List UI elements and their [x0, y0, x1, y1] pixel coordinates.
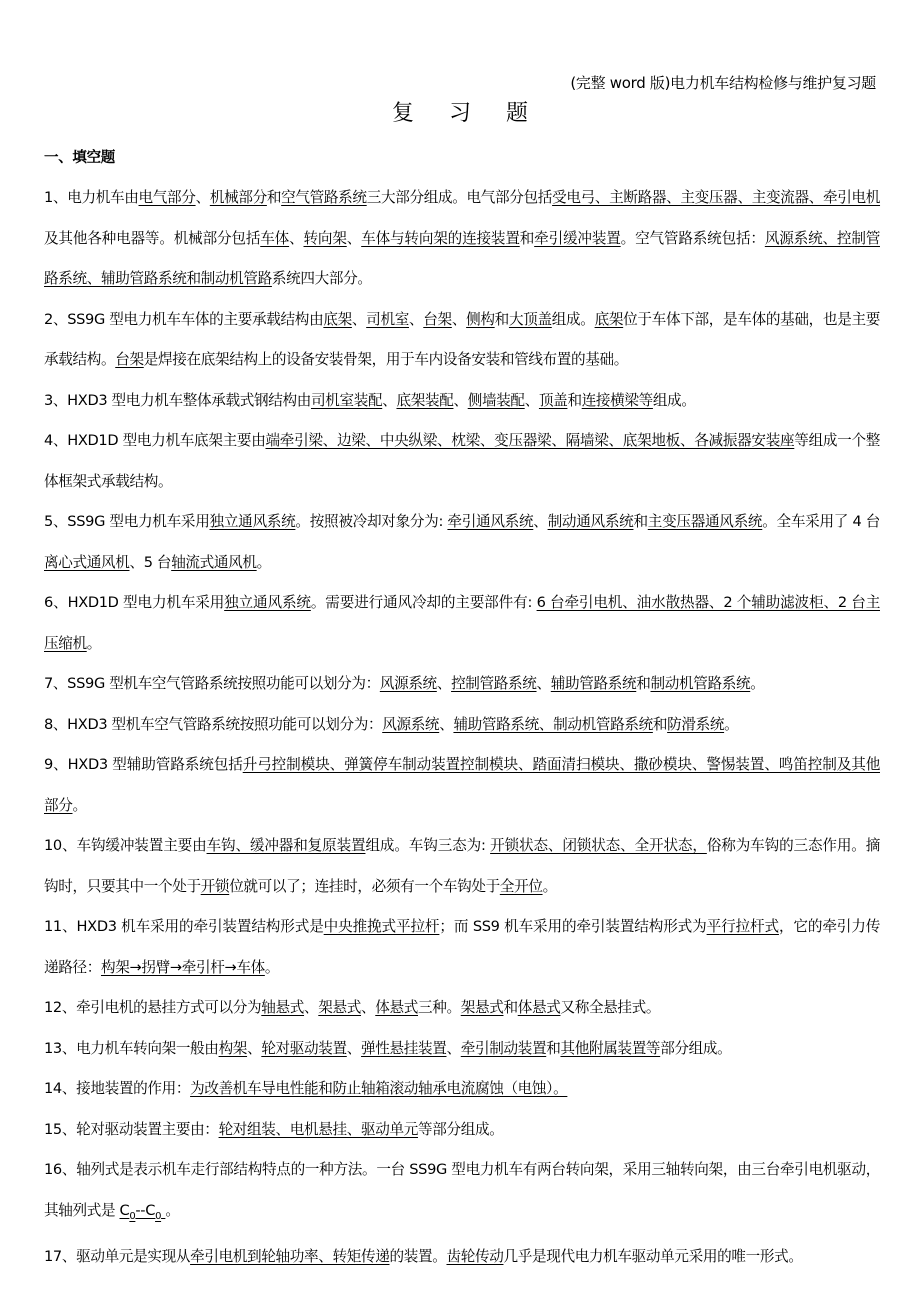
question-item [44, 381, 880, 422]
question-item [44, 1069, 880, 1110]
answer-text: 为改善机车导电性能和防止轴箱滚动轴承电流腐蚀（电蚀）。 [190, 1080, 568, 1097]
answer-text: 牵引缓冲装置 [534, 229, 621, 247]
question-text: 和 [519, 229, 535, 247]
question-text: 、 [346, 1039, 362, 1057]
question-text: 、 [247, 1039, 262, 1057]
answer-text: 平行拉杆式 [706, 918, 779, 935]
answer-text: 台架 [423, 310, 452, 328]
question-text: 6、HXD1D 型电力机车采用 [44, 594, 225, 611]
question-text: 、 [533, 513, 548, 530]
question-item [44, 421, 880, 502]
question-text: 。 [264, 958, 280, 976]
question-text: 又称全悬挂式。 [560, 999, 661, 1016]
answer-text: 底架装配 [396, 391, 454, 409]
question-text: 。 [724, 715, 739, 733]
question-text: 、5 台 [129, 553, 172, 571]
question-item [44, 745, 880, 826]
question-item [44, 1110, 880, 1151]
question-text: 、 [446, 1039, 461, 1057]
answer-text: 齿轮传动 [446, 1247, 504, 1265]
answer-text: 制动通风系统 [547, 513, 634, 530]
question-text: 13、电力机车转向架一般由 [44, 1039, 219, 1057]
question-text: 、 [451, 310, 467, 328]
answer-text: 机械部分 [209, 189, 267, 206]
question-text: 、 [361, 999, 376, 1016]
question-text: 15、轮对驱动装置主要由： [44, 1120, 219, 1138]
question-text: 等组成一个整体框架式承载结构。 [44, 432, 880, 490]
answer-text: 轮对组装、电机悬挂、驱动单元 [218, 1120, 418, 1138]
question-item [44, 1237, 880, 1278]
question-text: 。 [72, 796, 87, 814]
question-text: ，它的牵引力传递路径： [44, 918, 880, 976]
question-text: 和 [266, 189, 282, 206]
question-item [44, 178, 880, 300]
question-text: 、 [382, 391, 397, 409]
question-text: 。空气管路系统包括： [620, 229, 765, 247]
answer-text: 架悬式 [460, 999, 504, 1016]
question-text: 及其他各种电器等。机械部分包括 [44, 229, 261, 247]
question-item [44, 664, 880, 705]
question-text: 14、接地装置的作用： [44, 1080, 191, 1097]
question-item [44, 583, 880, 664]
question-text: 和 [546, 1039, 561, 1057]
answer-text: 构架 [218, 1039, 248, 1057]
question-item [44, 1150, 880, 1237]
answer-text: 大顶盖 [508, 310, 552, 328]
answer-text: 轮对驱动装置 [261, 1039, 347, 1057]
question-text: 11、HXD3 机车采用的牵引装置结构形式是 [44, 918, 324, 935]
answer-text: 司机室装配 [310, 391, 383, 409]
question-text: 和 [567, 391, 582, 409]
question-text: 、 [351, 310, 367, 328]
answer-text: 独立通风系统 [224, 594, 311, 611]
question-text: 位就可以了；连挂时，必须有一个车钩处于 [229, 877, 500, 895]
question-text: 、 [439, 715, 454, 733]
question-item [44, 988, 880, 1029]
answer-text: 中央推挽式平拉杆 [323, 918, 440, 935]
question-text: 等部分组成。 [417, 1120, 504, 1138]
answer-text: 防滑系统 [667, 715, 725, 733]
answer-text: 转向架 [303, 229, 347, 247]
question-text: 3、HXD3 型电力机车整体承载式钢结构由 [44, 391, 311, 409]
question-text: 12、牵引电机的悬挂方式可以分为 [44, 999, 262, 1016]
answer-text: 0 [155, 1210, 162, 1222]
question-text: 16、轴列式是表示机车走行部结构特点的一种方法。一台 SS9G 型电力机车有两台转向架，采用三轴转向架，由三台牵引电机驱动，其轴列式是 [44, 1161, 880, 1219]
answer-text: 构架→拐臂→牵引杆→车体 [100, 958, 265, 976]
question-item [44, 502, 880, 583]
question-text: 。全车采用了 4 台 [762, 513, 880, 530]
answer-text: 车钩、缓冲器和复原装置 [206, 837, 366, 854]
answer-text: 牵引电机到轮轴功率、转矩传递 [190, 1247, 390, 1265]
answer-text: 风源系统 [379, 675, 437, 692]
question-text: 的装置。 [389, 1247, 447, 1265]
answer-text: 车体与转向架的连接装置 [361, 229, 520, 247]
question-text: 。 [165, 1201, 180, 1219]
answer-text: C [119, 1201, 130, 1219]
answer-text: 离心式通风机 [44, 553, 130, 571]
question-text: 组成。车钩三态为: [365, 837, 491, 854]
answer-text: 电气部分 [138, 189, 196, 206]
question-text: 部分组成。 [660, 1039, 732, 1057]
answer-text: 主变压器通风系统 [647, 513, 763, 530]
answer-text: 全开位 [499, 877, 543, 895]
answer-text: 风源系统 [382, 715, 440, 733]
question-text: 三种。 [418, 999, 461, 1016]
question-text: 组成。 [652, 391, 696, 409]
answer-text: 体悬式 [517, 999, 561, 1016]
answer-text: 制动机管路系统 [650, 675, 751, 692]
question-text: 10、车钩缓冲装置主要由 [44, 837, 207, 854]
answer-text: 独立通风系统 [209, 513, 296, 530]
question-text: 和 [633, 513, 648, 530]
question-text: 、 [195, 189, 210, 206]
answer-text: 开锁状态、闭锁状态、全开状态， [490, 837, 707, 854]
question-text: 和 [636, 675, 651, 692]
question-text: 三大部分组成。电气部分包括 [366, 189, 553, 206]
question-text: 系统四大部分。 [271, 270, 372, 287]
answer-text: 辅助管路系统 [550, 675, 637, 692]
question-text: 。 [542, 877, 557, 895]
question-text: 、 [304, 999, 319, 1016]
question-text: 和 [652, 715, 668, 733]
answer-text: 台架 [115, 351, 144, 368]
answer-text: 顶盖 [538, 391, 568, 409]
question-text: 几乎是现代电力机车驱动单元采用的唯一形式。 [503, 1247, 803, 1265]
question-text: 2、SS9G 型电力机车车体的主要承载结构由 [44, 310, 324, 328]
question-text: 、 [409, 310, 424, 328]
answer-text: 0 [129, 1210, 136, 1222]
question-text: 组成。 [551, 310, 595, 328]
question-list [44, 178, 880, 1277]
question-item [44, 907, 880, 988]
question-text: 位于车体下部，是车体的基础，也是主要承载结构。 [44, 310, 880, 368]
question-text: 。需要进行通风冷却的主要部件有: [310, 594, 537, 611]
question-text: 、 [524, 391, 539, 409]
question-text: 。 [256, 553, 271, 571]
question-item [44, 1029, 880, 1070]
answer-text: 轴流式通风机 [171, 553, 257, 571]
question-text: 8、HXD3 型机车空气管路系统按照功能可以划分为： [44, 715, 383, 733]
answer-text: 其他附属装置等 [560, 1039, 661, 1057]
question-item [44, 300, 880, 381]
question-text: 。 [750, 675, 765, 692]
question-text: 俗称为车钩的三态作用。摘钩时，只要其中一个处于 [44, 837, 880, 895]
answer-text: 轴悬式 [261, 999, 305, 1016]
answer-text: 底架 [323, 310, 352, 328]
question-text: 1、电力机车由 [44, 189, 139, 206]
document-title: 复 习 题 [392, 101, 542, 126]
question-text: 和 [503, 999, 518, 1016]
question-text: 。 [86, 634, 101, 652]
answer-text: 体悬式 [375, 999, 418, 1016]
answer-text: 受电弓、主断路器、主变压器、主变流器、牵引电机 [552, 189, 881, 206]
question-text: 、 [289, 229, 304, 247]
answer-text: 开锁 [200, 877, 230, 895]
answer-text: 司机室 [366, 310, 409, 328]
question-text: 。按照被冷却对象分为: [295, 513, 448, 530]
answer-text: 牵引制动装置 [460, 1039, 547, 1057]
answer-text: 端牵引梁、边梁、中央纵梁、枕梁、变压器梁、隔墙梁、底架地板、各减振器安装座 [265, 432, 795, 449]
answer-text: 空气管路系统 [281, 189, 367, 206]
answer-text: 车体 [260, 229, 290, 247]
question-text: 和 [494, 310, 509, 328]
question-text: ；而 SS9 机车采用的牵引装置结构形式为 [439, 918, 707, 935]
answer-text: 风源系统、控制管路系统、辅助管路系统和制动机管路 [44, 229, 880, 287]
question-item [44, 826, 880, 907]
question-text: 、 [536, 675, 551, 692]
question-text: 17、驱动单元是实现从 [44, 1247, 191, 1265]
question-item [44, 705, 880, 746]
answer-text: 牵引通风系统 [447, 513, 534, 530]
answer-text: --C [135, 1201, 156, 1219]
answer-text: 升弓控制模块、弹簧停车制动装置控制模块、踏面清扫模块、撒砂模块、警惕装置、鸣笛控制及其他部分 [44, 756, 880, 814]
question-text: 9、HXD3 型辅助管路系统包括 [44, 756, 243, 773]
answer-text: 底架 [594, 310, 624, 328]
answer-text: 弹性悬挂装置 [361, 1039, 447, 1057]
running-header: (完整 word 版)电力机车结构检修与维护复习题 [570, 74, 876, 92]
answer-text: 连接横梁等 [581, 391, 653, 409]
question-text: 、 [346, 229, 362, 247]
answer-text: 6 台牵引电机、油水散热器、2 个辅助滤波柜、2 台主压缩机 [44, 594, 880, 652]
question-text: 是焊接在底架结构上的设备安装骨架，用于车内设备安装和管线布置的基础。 [143, 351, 629, 368]
question-text: 4、HXD1D 型电力机车底架主要由 [44, 432, 266, 449]
question-text: 、 [436, 675, 452, 692]
question-text: 5、SS9G 型电力机车采用 [44, 513, 210, 530]
answer-text: 辅助管路系统、制动机管路系统 [453, 715, 653, 733]
answer-text: 侧墙装配 [467, 391, 525, 409]
question-text: 、 [453, 391, 468, 409]
answer-text: 侧构 [466, 310, 495, 328]
answer-text: 控制管路系统 [451, 675, 537, 692]
question-text: 7、SS9G 型机车空气管路系统按照功能可以划分为： [44, 675, 380, 692]
section-heading: 一、填空题 [44, 150, 115, 166]
answer-text: 架悬式 [318, 999, 362, 1016]
